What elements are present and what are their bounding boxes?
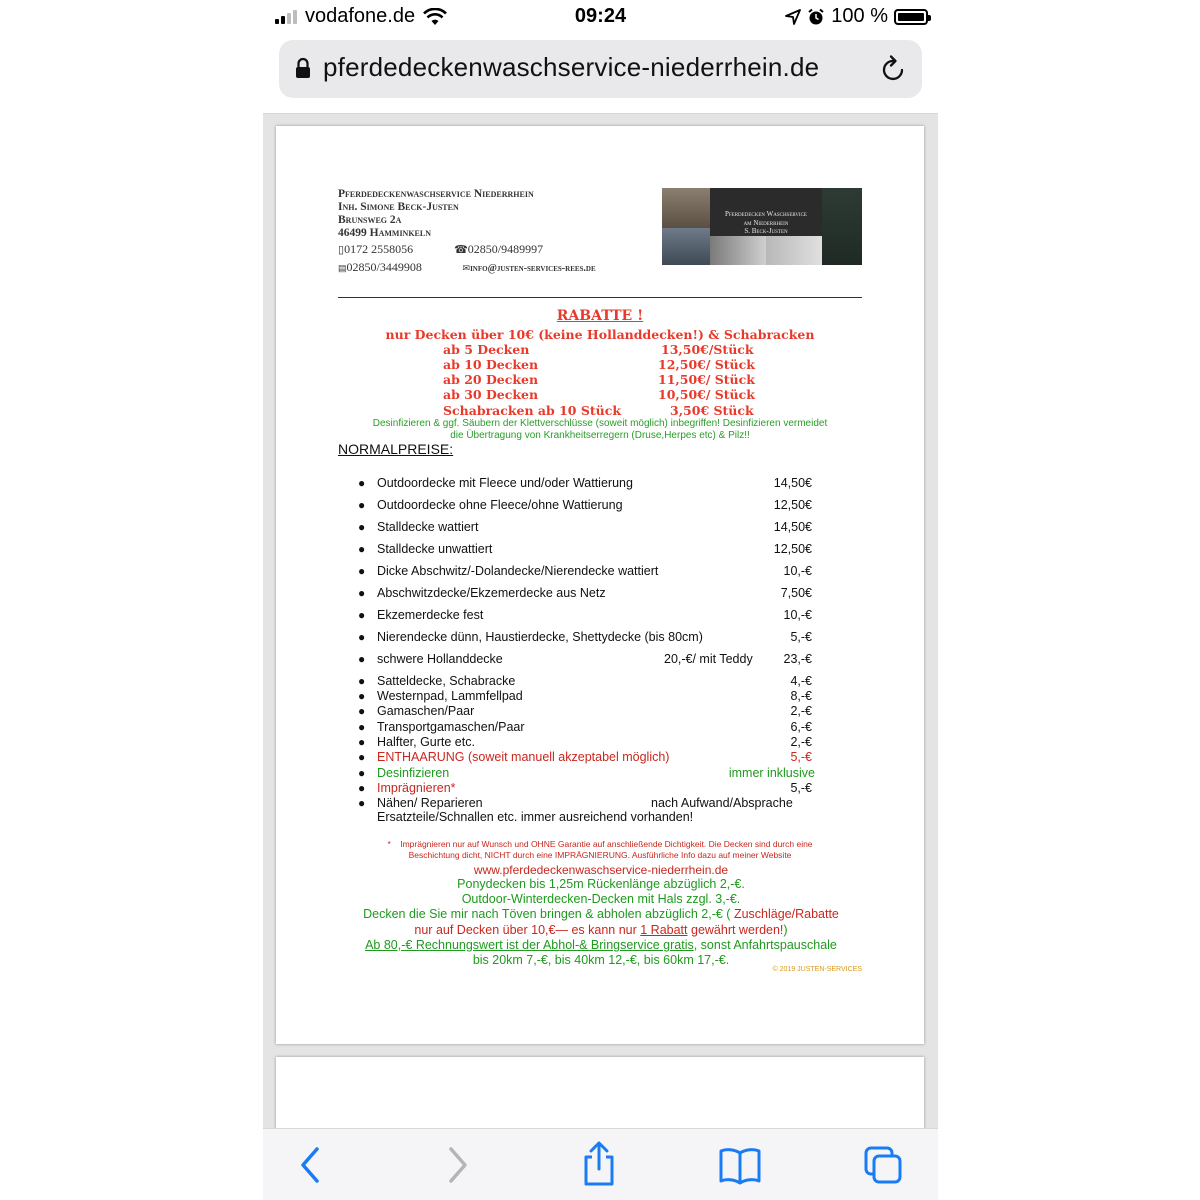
footnote — [338, 839, 862, 850]
price-item-extra: 20,-€/ mit Teddy — [664, 652, 753, 666]
rabatt-row-label: ab 20 Decken — [443, 372, 539, 387]
rabatte-note: die Übertragung von Krankheitserregern (Druse,Herpes etc) & Pilz!! — [450, 430, 750, 441]
list-bullet: ● — [358, 586, 366, 600]
forward-icon[interactable] — [441, 1145, 471, 1185]
footnote-line: Beschichtung dicht, NICHT durch eine IMPRÄGNIERUNG. Ausführliche Info dazu auf meiner Website — [408, 850, 792, 860]
banner-line: Pferdedecken Waschservice — [724, 210, 807, 218]
rabatt-row-label: ab 30 Decken — [443, 387, 539, 402]
price-item-label: Outdoordecke ohne Fleece/ohne Wattierung — [377, 498, 623, 512]
list-bullet: ● — [358, 720, 366, 734]
toeven-text: Decken die Sie mir nach Töven bringen & abholen abzüglich 2,-€ ( — [363, 907, 731, 921]
price-item-value: 14,50€ — [773, 520, 812, 534]
list-bullet: ● — [358, 674, 366, 688]
list-bullet: ● — [358, 735, 366, 749]
back-icon[interactable] — [297, 1145, 327, 1185]
contact-row-fax-mail — [338, 260, 596, 275]
price-item-label: Imprägnieren* — [377, 781, 456, 795]
rabatte-subtitle: nur Decken über 10€ (keine Hollanddecken!) & Schabracken — [385, 327, 815, 342]
list-bullet: ● — [358, 689, 366, 703]
price-item-label: Stalldecke wattiert — [377, 520, 479, 534]
list-bullet: ● — [358, 796, 366, 810]
price-item-value: 2,-€ — [790, 704, 812, 718]
price-item-label: Desinfizieren — [377, 766, 450, 780]
rabatt-note-paren: ) — [783, 923, 788, 937]
list-bullet: ● — [358, 652, 366, 666]
url-text[interactable]: pferdedeckenwaschservice-niederrhein.de — [323, 52, 820, 82]
list-bullet: ● — [358, 520, 366, 534]
price-item-value: 8,-€ — [790, 689, 812, 703]
letterhead-line: Inh. Simone Beck-Justen — [338, 201, 459, 213]
rabatt-link[interactable]: 1 Rabatt — [640, 923, 688, 937]
price-item-value: 10,-€ — [783, 608, 812, 622]
price-item-value: 5,-€ — [790, 781, 812, 795]
footnote-line: Imprägnieren nur auf Wunsch und OHNE Garantie auf anschließende Dichtigkeit. Die Decken sind durch eine — [400, 839, 813, 849]
banner-line: S. Beck-Justen — [744, 227, 788, 235]
letterhead-line: Brunsweg 2a — [338, 214, 402, 226]
footnote-star: * — [387, 839, 391, 849]
price-item-value: 12,50€ — [773, 542, 812, 556]
rabatt-note-text: gewährt werden! — [687, 923, 784, 937]
price-item-value: 5,-€ — [790, 630, 812, 644]
list-bullet: ● — [358, 476, 366, 490]
document-page — [276, 126, 924, 1044]
rabatt-row-label: ab 5 Decken — [443, 342, 530, 357]
copyright: © 2019 JUSTEN-SERVICES — [772, 966, 862, 973]
contact-row-phones — [338, 242, 543, 257]
header-banner-image — [662, 188, 862, 265]
price-item-value: 5,-€ — [790, 750, 812, 764]
price-item-value: 12,50€ — [773, 498, 812, 512]
list-bullet: ● — [358, 542, 366, 556]
price-item-value: 10,-€ — [783, 564, 812, 578]
distance-note: bis 20km 7,-€, bis 40km 12,-€, bis 60km 17,-€. — [472, 953, 730, 967]
normalpreise-heading: NORMALPREISE: — [338, 441, 454, 457]
mobile-number: 0172 2558056 — [344, 242, 414, 256]
rabatt-row-price: 11,50€/ Stück — [658, 372, 755, 387]
price-item-label: schwere Hollanddecke — [377, 652, 503, 666]
banner-line: am Niederrhein — [743, 218, 789, 227]
clock: 09:24 — [574, 5, 627, 27]
tabs-icon[interactable] — [863, 1145, 903, 1185]
mobile-icon: ▯ — [338, 244, 345, 256]
battery-icon — [894, 9, 928, 25]
rabatt-note — [316, 923, 886, 937]
carrier-label: vodafone.de — [305, 5, 416, 27]
price-item-label: Outdoordecke mit Fleece und/oder Wattierung — [377, 476, 633, 490]
price-item-value: 7,50€ — [780, 586, 812, 600]
rabatt-row-price: 13,50€/Stück — [661, 342, 754, 357]
rabatt-row-price: 3,50€ Stück — [670, 403, 754, 418]
rabatt-note-text: nur auf Decken über 10,€— es kann nur — [414, 923, 641, 937]
email-address: info@justen-services-rees.de — [470, 263, 596, 274]
list-bullet: ● — [358, 498, 366, 512]
price-item-label: Halfter, Gurte etc. — [377, 735, 475, 749]
website-link[interactable]: www.pferdedeckenwaschservice-niederrhein.de — [473, 863, 729, 877]
price-item-label: Abschwitzdecke/Ekzemerdecke aus Netz — [377, 586, 606, 600]
bookmarks-icon[interactable] — [718, 1145, 762, 1185]
fax-number: 02850/3449908 — [346, 260, 422, 274]
list-bullet: ● — [358, 766, 366, 780]
outdoor-note: Outdoor-Winterdecken-Decken mit Hals zzgl. 3,-€. — [461, 892, 741, 906]
rabatt-row-label: ab 10 Decken — [443, 357, 539, 372]
ersatzteile-note: Ersatzteile/Schnallen etc. immer ausreichend vorhanden! — [377, 810, 694, 824]
rabatte-note: Desinfizieren & ggf. Säubern der Klettverschlüsse (soweit möglich) inbegriffen! Desinfizieren vermeidet — [372, 418, 828, 429]
price-item-label: Transportgamaschen/Paar — [377, 720, 525, 734]
price-item-value: immer inklusive — [728, 766, 815, 780]
price-item-label: Nierendecke dünn, Haustierdecke, Shettydecke (bis 80cm) — [377, 630, 703, 644]
pony-note: Ponydecken bis 1,25m Rückenlänge abzüglich 2,-€. — [457, 877, 745, 891]
toeven-note — [316, 907, 886, 921]
share-icon[interactable] — [579, 1141, 619, 1187]
price-item-label: Stalldecke unwattiert — [377, 542, 493, 556]
abhol-rest: , sonst Anfahrtspauschale — [693, 938, 837, 952]
price-item-label: Gamaschen/Paar — [377, 704, 475, 718]
phone-screen — [263, 0, 938, 1200]
price-item-label: Dicke Abschwitz/-Dolandecke/Nierendecke wattiert — [377, 564, 659, 578]
letterhead — [338, 188, 534, 240]
price-item-label: Satteldecke, Schabracke — [377, 674, 516, 688]
reload-icon[interactable] — [880, 54, 908, 84]
location-icon — [785, 9, 801, 25]
rabatt-row-price: 12,50€/ Stück — [658, 357, 755, 372]
battery-percent: 100 % — [831, 5, 888, 27]
letterhead-line: Pferdedeckenwaschservice Niederrhein — [338, 188, 534, 200]
list-bullet: ● — [358, 564, 366, 578]
list-bullet: ● — [358, 608, 366, 622]
status-bar — [263, 0, 938, 34]
rabatt-row-price: 10,50€/ Stück — [658, 387, 755, 402]
price-item-value: 2,-€ — [790, 735, 812, 749]
alarm-icon — [807, 8, 825, 26]
price-item-value: 6,-€ — [790, 720, 812, 734]
letterhead-line: 46499 Hamminkeln — [338, 227, 432, 239]
price-item-label: ENTHAARUNG (soweit manuell akzeptabel möglich) — [377, 750, 670, 764]
fax-icon: ▤ — [338, 263, 347, 273]
abhol-link[interactable]: Ab 80,-€ Rechnungswert ist der Abhol-& Bringservice gratis — [365, 938, 694, 952]
rabatt-row-label: Schabracken ab 10 Stück — [443, 403, 622, 418]
price-item-value: 14,50€ — [773, 476, 812, 490]
price-item-label: Ekzemerdecke fest — [377, 608, 484, 622]
mail-icon: ✉ — [462, 263, 471, 273]
address-bar[interactable] — [279, 40, 922, 98]
rabatte-title: RABATTE ! — [556, 308, 644, 324]
price-item-label: Nähen/ Reparieren — [377, 796, 483, 810]
price-item-value: 4,-€ — [790, 674, 812, 688]
price-item-label: Westernpad, Lammfellpad — [377, 689, 523, 703]
list-bullet: ● — [358, 750, 366, 764]
list-bullet: ● — [358, 781, 366, 795]
lock-icon — [295, 57, 311, 79]
list-bullet: ● — [358, 630, 366, 644]
price-item-value: nach Aufwand/Absprache — [651, 796, 793, 810]
phone-icon: ☎ — [454, 244, 468, 256]
abhol-note — [316, 938, 886, 952]
zuschlaege-text: Zuschläge/Rabatte — [730, 907, 839, 921]
list-bullet: ● — [358, 704, 366, 718]
phone-number: 02850/9489997 — [467, 242, 544, 256]
header-rule — [338, 297, 862, 298]
bottom-toolbar — [263, 1128, 938, 1200]
price-item-value: 23,-€ — [783, 652, 812, 666]
pdf-viewer[interactable] — [263, 114, 938, 1128]
